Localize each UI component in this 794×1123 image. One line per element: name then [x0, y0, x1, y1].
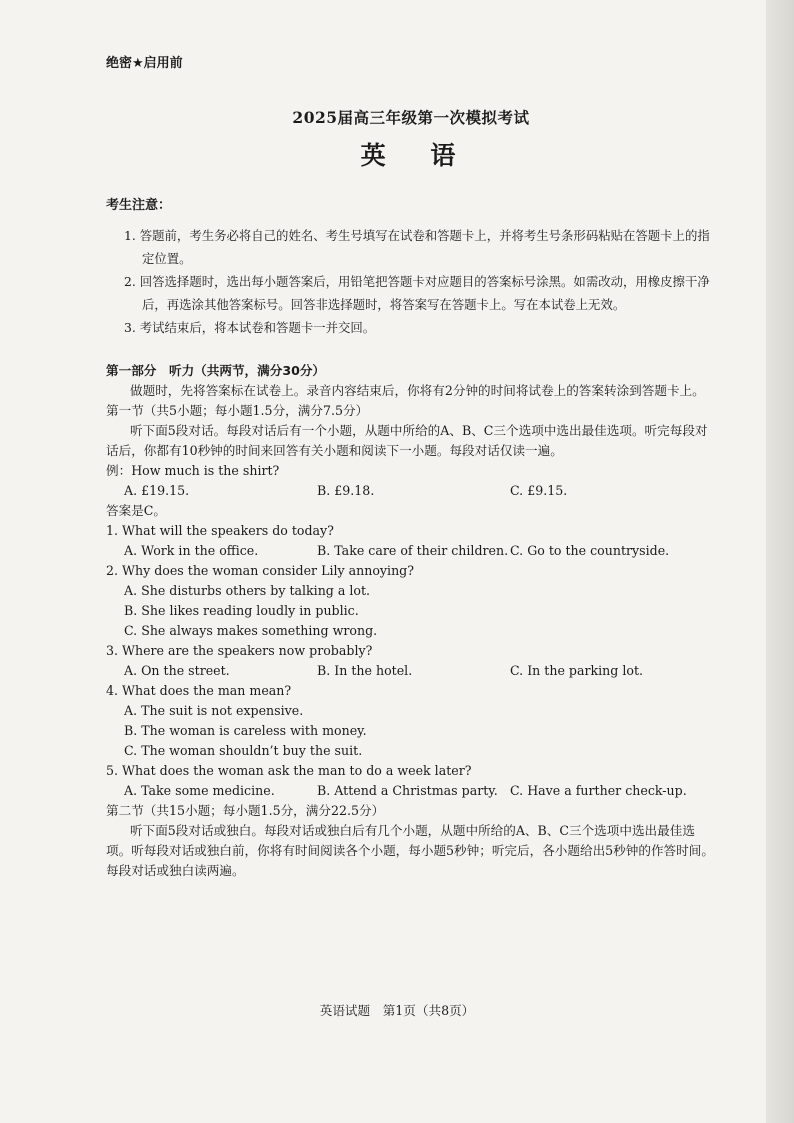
question-1: 1. What will the speakers do today? — [106, 523, 334, 538]
example-option-a: A. £19.15. — [124, 483, 190, 498]
exam-title: 2025届高三年级第一次模拟考试 — [292, 108, 530, 127]
subject-title: 英 语 — [360, 141, 474, 170]
example-answer: 答案是C。 — [106, 503, 167, 518]
notice-list — [106, 224, 716, 339]
question-4: 4. What does the man mean? — [106, 683, 292, 698]
example-option-c: C. £9.15. — [510, 483, 568, 498]
question-2-option-a: A. She disturbs others by talking a lot. — [124, 583, 371, 598]
example-option-b: B. £9.18. — [317, 483, 375, 498]
question-2-option-b: B. She likes reading loudly in public. — [124, 603, 359, 618]
question-3-option-c: C. In the parking lot. — [510, 663, 644, 678]
section2-heading: 第二节（共15小题；每小题1.5分，满分22.5分） — [106, 803, 385, 818]
example-question: 例：How much is the shirt? — [106, 463, 280, 478]
section1-heading: 第一节（共5小题；每小题1.5分，满分7.5分） — [106, 403, 369, 418]
question-1-option-c: C. Go to the countryside. — [510, 543, 670, 558]
question-3-option-a: A. On the street. — [124, 663, 230, 678]
part1-intro: 做题时，先将答案标在试卷上。录音内容结束后，你将有2分钟的时间将试卷上的答案转涂到答题卡上。 — [130, 383, 705, 398]
question-4-option-a: A. The suit is not expensive. — [124, 703, 304, 718]
question-4-option-b: B. The woman is careless with money. — [124, 723, 367, 738]
notice-item: 2. 回答选择题时，选出每小题答案后，用铅笔把答题卡对应题目的答案标号涂黑。如需改动，用橡皮擦干净后，再选涂其他答案标号。回答非选择题时，将答案写在答题卡上。写在本试卷上无效。 — [124, 274, 710, 312]
question-1-option-b: B. Take care of their children. — [317, 543, 509, 558]
question-3: 3. Where are the speakers now probably? — [106, 643, 373, 658]
question-3-option-b: B. In the hotel. — [317, 663, 413, 678]
question-3-options — [106, 661, 716, 681]
question-5-options — [106, 781, 716, 801]
question-5-option-b: B. Attend a Christmas party. — [317, 783, 498, 798]
question-4-option-c: C. The woman shouldn’t buy the suit. — [124, 743, 363, 758]
page-content — [106, 54, 716, 881]
question-1-options — [106, 541, 716, 561]
example-options — [106, 481, 716, 501]
question-5-option-a: A. Take some medicine. — [124, 783, 275, 798]
question-2: 2. Why does the woman consider Lily annoying? — [106, 563, 414, 578]
confidential-label: 绝密★启用前 — [106, 56, 183, 71]
section2-intro: 听下面5段对话或独白。每段对话或独白后有几个小题，从题中所给的A、B、C三个选项中选出最佳选项。听每段对话或独白前，你将有时间阅读各个小题，每小题5秒钟；听完后，各小题给出5秒钟的作答时间。每段对话或独白读两遍。 — [106, 823, 714, 878]
notice-heading: 考生注意： — [106, 198, 172, 213]
notice-item: 1. 答题前，考生务必将自己的姓名、考生号填写在试卷和答题卡上，并将考生号条形码粘贴在答题卡上的指定位置。 — [124, 228, 710, 266]
notice-item: 3. 考试结束后，将本试卷和答题卡一并交回。 — [124, 320, 376, 335]
question-1-option-a: A. Work in the office. — [124, 543, 259, 558]
part1-heading: 第一部分 听力（共两节，满分30分） — [106, 363, 326, 378]
page-footer: 英语试题 第1页（共8页） — [319, 1003, 475, 1018]
scan-edge — [766, 0, 794, 1123]
section1-intro: 听下面5段对话。每段对话后有一个小题，从题中所给的A、B、C三个选项中选出最佳选项。听完每段对话后，你都有10秒钟的时间来回答有关小题和阅读下一小题。每段对话仅读一遍。 — [106, 423, 708, 458]
question-5-option-c: C. Have a further check-up. — [510, 783, 687, 798]
question-2-option-c: C. She always makes something wrong. — [124, 623, 378, 638]
question-5: 5. What does the woman ask the man to do a week later? — [106, 763, 472, 778]
